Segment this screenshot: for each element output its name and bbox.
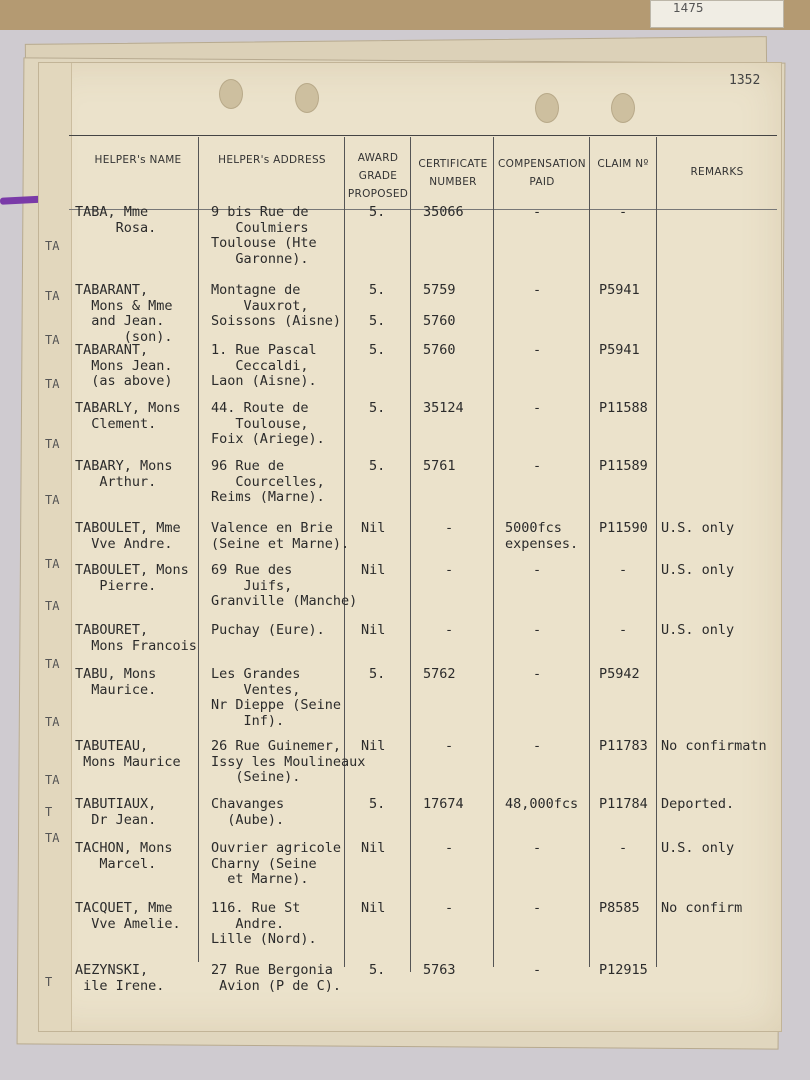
cell-compensation: - xyxy=(533,738,542,754)
cell-award: 5. xyxy=(369,796,386,812)
cell-certificate: - xyxy=(445,520,454,536)
cell-name: TABUTIAUX, Dr Jean. xyxy=(75,796,157,828)
margin-letter: TA xyxy=(45,289,60,303)
cell-address: Les Grandes Ventes, Nr Dieppe (Seine Inf). xyxy=(211,666,342,729)
cell-name: TABOURET, Mons Francois xyxy=(75,622,197,654)
cell-name: TABU, Mons Maurice. xyxy=(75,666,157,698)
cell-remarks: U.S. only xyxy=(661,622,735,638)
cell-award: 5. xyxy=(369,204,386,220)
cell-name: TACQUET, Mme Vve Amelie. xyxy=(75,900,181,932)
folder-tab-label: 1475 xyxy=(650,0,784,28)
cell-compensation: - xyxy=(533,282,542,298)
cell-award: Nil xyxy=(361,738,386,754)
column-divider xyxy=(589,137,590,967)
margin-letter: TA xyxy=(45,557,60,571)
cell-address: 44. Route de Toulouse, Foix (Ariege). xyxy=(211,400,325,447)
cell-claim: P5942 xyxy=(599,666,640,682)
cell-compensation: - xyxy=(533,900,542,916)
cell-claim: P5941 xyxy=(599,282,640,298)
cell-remarks: No confirmatn xyxy=(661,738,767,754)
cell-address: Montagne de Vauxrot, Soissons (Aisne) xyxy=(211,282,342,329)
cell-claim: P8585 xyxy=(599,900,640,916)
cell-address: Ouvrier agricole Charny (Seine et Marne). xyxy=(211,840,342,887)
cell-name: TABOULET, Mme Vve Andre. xyxy=(75,520,181,552)
cell-certificate: 35066 xyxy=(423,204,464,220)
cell-name: TACHON, Mons Marcel. xyxy=(75,840,173,872)
header-address: HELPER's ADDRESS xyxy=(218,154,326,166)
cell-award: Nil xyxy=(361,520,386,536)
cell-award: 5. xyxy=(369,666,386,682)
cell-award: 5. xyxy=(369,342,386,358)
header-remarks: REMARKS xyxy=(690,166,744,178)
cell-certificate: - xyxy=(445,840,454,856)
cell-certificate: 5762 xyxy=(423,666,456,682)
cell-claim: - xyxy=(619,622,628,638)
cell-certificate: - xyxy=(445,622,454,638)
header-top-rule xyxy=(69,135,777,136)
margin-letter: TA xyxy=(45,437,60,451)
margin-letter: T xyxy=(45,975,53,989)
cell-compensation: 5000fcs expenses. xyxy=(505,520,579,552)
cell-award: 5. 5. xyxy=(369,282,386,329)
cell-award: Nil xyxy=(361,562,386,578)
cell-claim: P12915 xyxy=(599,962,648,978)
margin-letter: TA xyxy=(45,715,60,729)
margin-letter: TA xyxy=(45,377,60,391)
margin-letter: TA xyxy=(45,239,60,253)
column-divider xyxy=(493,137,494,967)
cell-remarks: Deported. xyxy=(661,796,735,812)
margin-letter: TA xyxy=(45,493,60,507)
cell-address: 116. Rue St Andre. Lille (Nord). xyxy=(211,900,317,947)
cell-remarks: U.S. only xyxy=(661,520,735,536)
cell-address: Puchay (Eure). xyxy=(211,622,325,638)
margin-letter: TA xyxy=(45,831,60,845)
cell-award: 5. xyxy=(369,400,386,416)
cell-name: TABARANT, Mons & Mme and Jean. (son). xyxy=(75,282,173,345)
column-divider xyxy=(656,137,657,967)
cell-address: 1. Rue Pascal Ceccaldi, Laon (Aisne). xyxy=(211,342,317,389)
cell-claim: - xyxy=(619,840,628,856)
cell-certificate: - xyxy=(445,562,454,578)
cell-compensation: - xyxy=(533,400,542,416)
header-certificate: CERTIFICATE NUMBER xyxy=(418,158,488,188)
cell-address: Valence en Brie (Seine et Marne). xyxy=(211,520,350,552)
margin-letter: T xyxy=(45,805,53,819)
cell-address: Chavanges (Aube). xyxy=(211,796,285,828)
column-divider xyxy=(344,137,345,967)
cell-award: Nil xyxy=(361,900,386,916)
cell-address: 27 Rue Bergonia Avion (P de C). xyxy=(211,962,342,994)
page-number: 1352 xyxy=(729,73,761,88)
cell-award: Nil xyxy=(361,622,386,638)
cell-compensation: - xyxy=(533,562,542,578)
margin-letter: TA xyxy=(45,657,60,671)
cell-claim: P11783 xyxy=(599,738,648,754)
cell-name: TABARLY, Mons Clement. xyxy=(75,400,181,432)
cell-award: 5. xyxy=(369,458,386,474)
punch-hole xyxy=(295,83,319,113)
cell-remarks: No confirm xyxy=(661,900,743,916)
header-compensation: COMPENSATION PAID xyxy=(498,158,586,188)
cell-claim: - xyxy=(619,204,628,220)
cell-certificate: 5760 xyxy=(423,342,456,358)
cell-compensation: - xyxy=(533,622,542,638)
cell-name: TABARY, Mons Arthur. xyxy=(75,458,173,490)
cell-remarks: U.S. only xyxy=(661,840,735,856)
margin-letter: TA xyxy=(45,599,60,613)
cell-certificate: 5763 xyxy=(423,962,456,978)
cell-compensation: - xyxy=(533,342,542,358)
cell-claim: P5941 xyxy=(599,342,640,358)
cell-compensation: - xyxy=(533,840,542,856)
cell-certificate: 17674 xyxy=(423,796,464,812)
margin-letter: TA xyxy=(45,773,60,787)
cell-certificate: 5759 5760 xyxy=(423,282,456,329)
punch-hole xyxy=(611,93,635,123)
cell-claim: P11588 xyxy=(599,400,648,416)
cell-name: TABA, Mme Rosa. xyxy=(75,204,157,236)
cell-address: 69 Rue des Juifs, Granville (Manche) xyxy=(211,562,358,609)
document-page xyxy=(38,62,782,1032)
cell-award: Nil xyxy=(361,840,386,856)
cell-certificate: - xyxy=(445,900,454,916)
cell-compensation: - xyxy=(533,458,542,474)
cell-address: 9 bis Rue de Coulmiers Toulouse (Hte Garonne). xyxy=(211,204,317,267)
cell-compensation: - xyxy=(533,204,542,220)
punch-hole xyxy=(219,79,243,109)
cell-certificate: - xyxy=(445,738,454,754)
cell-claim: P11590 xyxy=(599,520,648,536)
column-divider xyxy=(198,137,199,962)
cell-address: 26 Rue Guinemer, Issy les Moulineaux (Seine). xyxy=(211,738,366,785)
header-name: HELPER's NAME xyxy=(94,154,182,166)
cell-name: TABARANT, Mons Jean. (as above) xyxy=(75,342,173,389)
cell-address: 96 Rue de Courcelles, Reims (Marne). xyxy=(211,458,325,505)
cell-certificate: 5761 xyxy=(423,458,456,474)
cell-name: TABUTEAU, Mons Maurice xyxy=(75,738,181,770)
column-divider xyxy=(410,137,411,972)
margin-letter: TA xyxy=(45,333,60,347)
header-claim: CLAIM Nº xyxy=(597,158,649,170)
header-award: AWARD GRADE PROPOSED xyxy=(347,152,409,200)
cell-name: AEZYNSKI, ile Irene. xyxy=(75,962,165,994)
cell-claim: - xyxy=(619,562,628,578)
cell-claim: P11589 xyxy=(599,458,648,474)
cell-compensation: 48,000fcs xyxy=(505,796,579,812)
punch-hole xyxy=(535,93,559,123)
cell-name: TABOULET, Mons Pierre. xyxy=(75,562,189,594)
cell-award: 5. xyxy=(369,962,386,978)
cell-compensation: - xyxy=(533,666,542,682)
cell-claim: P11784 xyxy=(599,796,648,812)
cell-remarks: U.S. only xyxy=(661,562,735,578)
cell-certificate: 35124 xyxy=(423,400,464,416)
underlying-page-letters xyxy=(41,63,71,1031)
cell-compensation: - xyxy=(533,962,542,978)
